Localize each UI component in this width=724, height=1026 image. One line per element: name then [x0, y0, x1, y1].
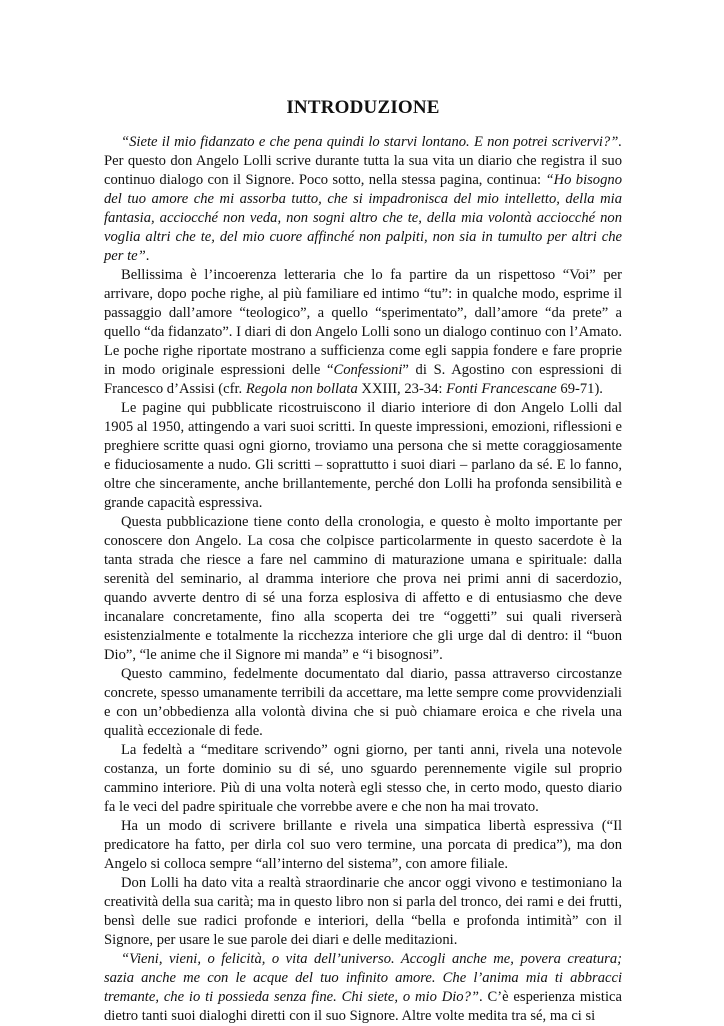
paragraph-9 — [104, 950, 622, 1026]
citation-fonti: Fonti Francescane — [446, 381, 557, 397]
paragraph-4: Questa pubblicazione tiene conto della cronologia, e questo è molto importante per conoscere don Angelo. La cosa che colpisce particolarmente in questo sacerdote è la tanta strada che riesce a fare nel cammino di maturazione umana e spirituale: dalla serenità del seminario, al dramma interiore che prova nei primi anni di sacerdozio, quando avverte dentro di sé una forza esplosiva di affetto e di entusiasmo che deve incanalare concretamente, fino alla scoperta dei tre “oggetti” sui quali riverserà esistenzialmente e totalmente la ricchezza interiore che gli urge dal di dentro: il “buon Dio”, “le anime che il Signore mi manda” e “i bisognosi”. — [104, 514, 622, 663]
paragraph-1 — [104, 133, 622, 266]
paragraph-1-text-b: . — [145, 248, 150, 264]
paragraph-7: Ha un modo di scrivere brillante e rivela una simpatica libertà espressiva (“Il predicatore ha fatto, per dirla col suo vero termine, una porcata di predica”), ma don Angelo si colloca sempre “all’interno del sistema”, con amore filiale. — [104, 818, 622, 872]
citation-regola: Regola non bollata — [245, 381, 358, 397]
citation-confessioni: Confessioni — [333, 362, 403, 378]
paragraph-3: Le pagine qui pubblicate ricostruiscono il diario interiore di don Angelo Lolli dal 1905 al 1950, attingendo a vari suoi scritti. In queste impressioni, emozioni, riflessioni e preghiere scritte quasi ogni giorno, troviamo una persona che si mette coraggiosamente e fiduciosamente a nudo. Gli scritti – soprattutto i suoi diari – parlano da sé. E lo fanno, oltre che sinceramente, anche brillantemente, perché don Lolli ha profonda sensibilità e grande capacità espressiva. — [104, 400, 622, 511]
paragraph-1-text-a: Per questo don Angelo Lolli scrive durante tutta la sua vita un diario che registra il suo continuo dialogo con il Signore. Poco sotto, nella stessa pagina, continua: — [104, 153, 622, 188]
quote-fidanzato: “Siete il mio fidanzato e che pena quindi lo starvi lontano. E non potrei scrivervi?”. — [121, 134, 622, 150]
paragraph-2-text-a: Bellissima è l’incoerenza letteraria che lo fa partire da un rispettoso “Voi” per arrivare, dopo poche righe, al più familiare ed intimo “tu”: in qualche modo, esprime il passaggio dall’amore “teologico”, a quello “sperimentato”, dall’amore “da prete” a quello “da fidanzato”. I diari di don Angelo Lolli sono un dialogo continuo con l’Amato. Le poche righe riportate mostrano a sufficienza come egli sappia fondere e fare proprie in modo originale espressioni delle “ — [104, 267, 622, 378]
paragraph-2-text-d: 69-71). — [556, 381, 603, 397]
paragraph-2 — [104, 266, 622, 399]
document-page — [104, 96, 622, 1026]
paragraph-9-text: . C’è esperienza mistica dietro tanti suoi dialoghi diretti con il suo Signore. Altre volte medita tra sé, ma ci si — [104, 989, 622, 1024]
paragraph-8: Don Lolli ha dato vita a realtà straordinarie che ancor oggi vivono e testimoniano la creatività della sua carità; ma in questo libro non si parla del tronco, dei rami e dei frutti, bensì delle sue radici profonde e interiori, della “bella e profonda intimità” con il Signore, per usare le sue parole dei diari e delle meditazioni. — [104, 875, 622, 948]
paragraph-5: Questo cammino, fedelmente documentato dal diario, passa attraverso circostanze concrete, spesso umanamente terribili da accettare, ma lette sempre come provvidenziali e con un’obbedienza alla volontà divina che si può chiamare eroica e che rivela una qualità eccezionale di fede. — [104, 666, 622, 739]
page-title: INTRODUZIONE — [286, 97, 440, 118]
paragraph-2-text-b: ” di S. Agostino con espressioni di Francesco d’Assisi (cfr. — [104, 362, 622, 397]
paragraph-6: La fedeltà a “meditare scrivendo” ogni giorno, per tanti anni, rivela una notevole costanza, un forte dominio su di sé, uno sguardo perennemente vigile sul proprio cammino interiore. Più di una volta noterà egli stesso che, in certo modo, questo diario fa le veci del padre spirituale che vorrebbe avere e che non ha mai trovato. — [104, 742, 622, 815]
quote-vieni: “Vieni, vieni, o felicità, o vita dell’universo. Accogli anche me, povera creatura; sazia anche me con le acque del tuo infinito amore. Che l’anima mia ti abbracci tremante, che io ti possieda senza fine. Chi siete, o mio Dio?” — [104, 951, 622, 1005]
paragraph-2-text-c: XXIII, 23-34: — [357, 381, 447, 397]
quote-ho-bisogno: “Ho bisogno del tuo amore che mi assorba tutto, che si impadronisca del mio intelletto, della mia fantasia, acciocché non veda, non sogni altro che te, della mia volontà acciocché non voglia altri che te, del mio cuore affinché non palpiti, non sia in tumulto per altri che per te” — [104, 172, 622, 264]
